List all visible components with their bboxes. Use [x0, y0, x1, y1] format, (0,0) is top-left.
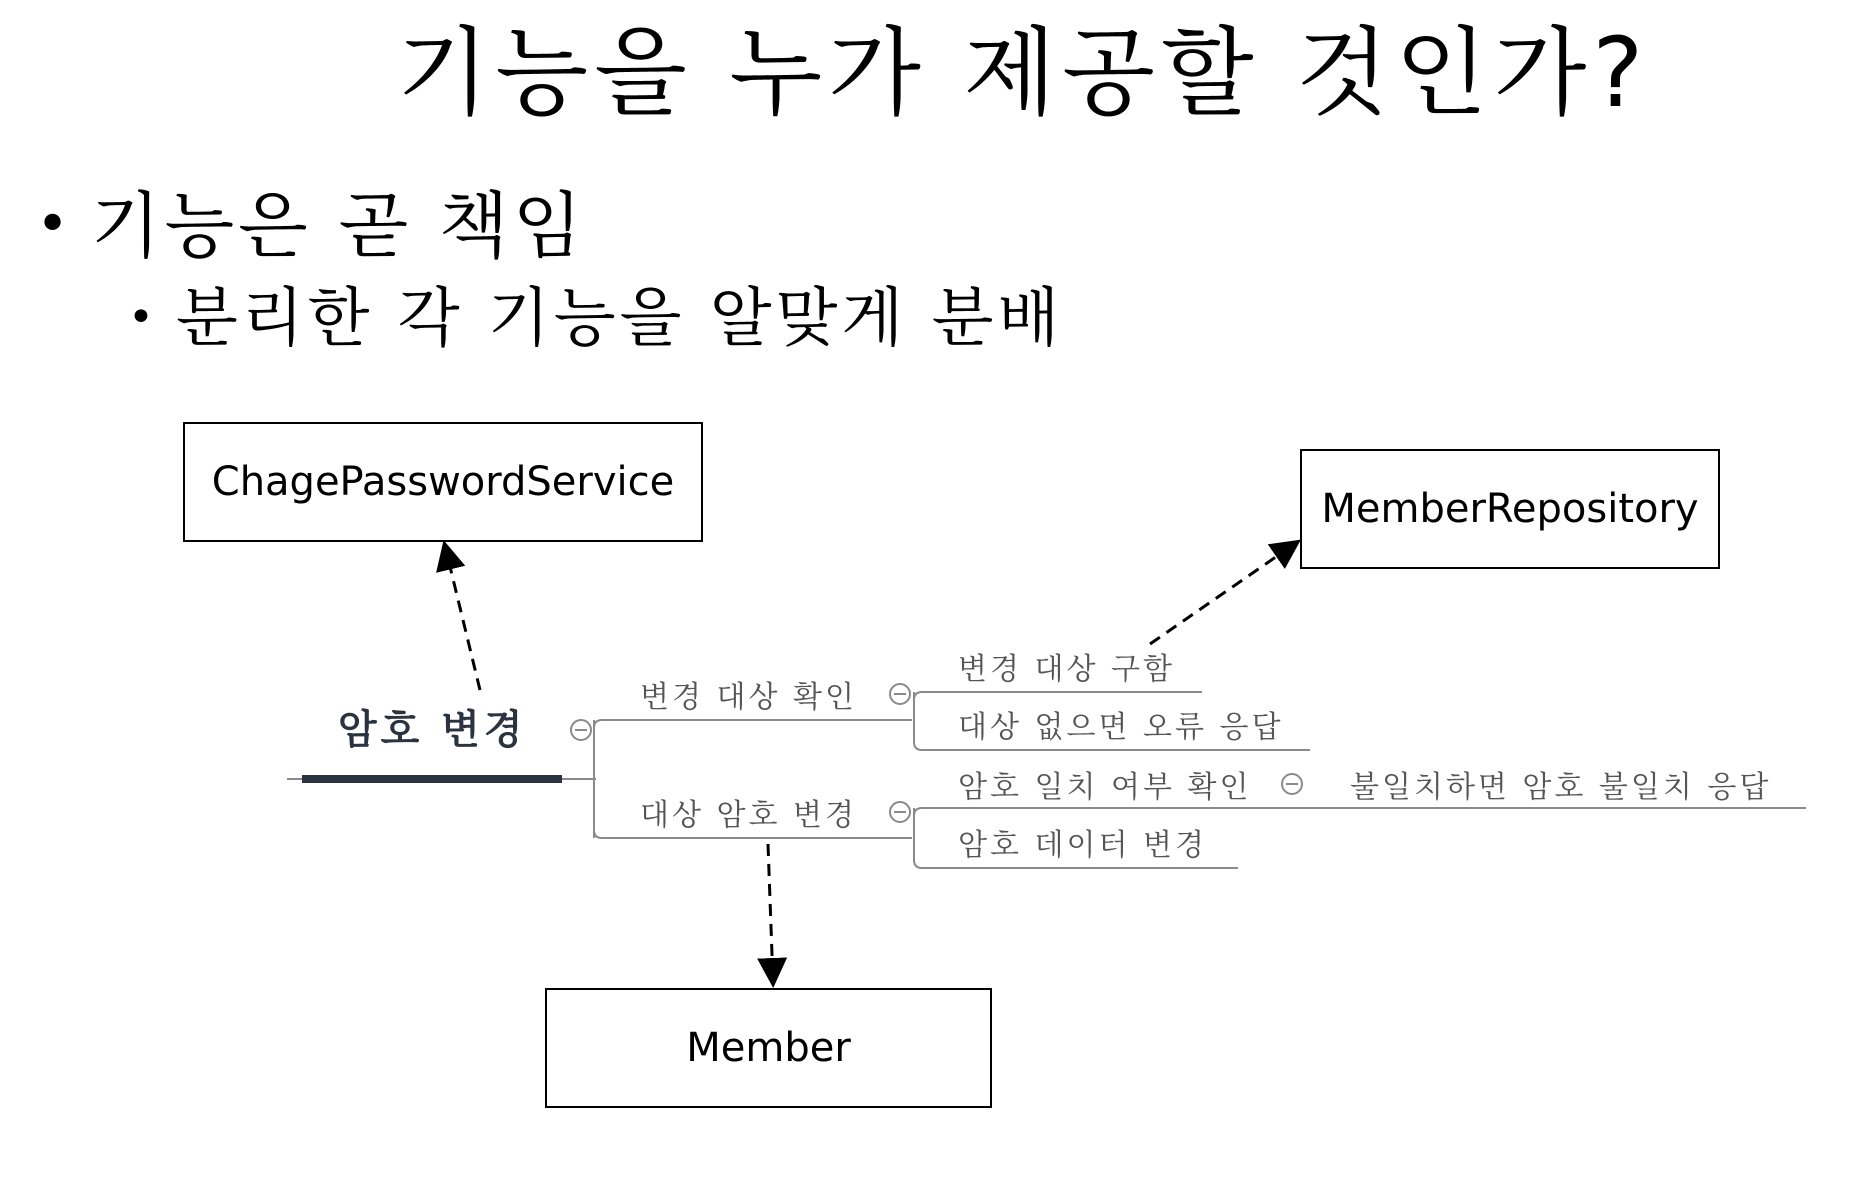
bullet-marker-1: •: [36, 192, 74, 257]
bullet-text-2: 분리한 각 기능을 알맞게 분배: [175, 282, 1064, 356]
b2-grandchild-label: 불일치하면 암호 불일치 응답: [1350, 770, 1772, 805]
b1-child1-line: [914, 692, 1202, 700]
bullet-text-1: 기능은 곧 책임: [91, 184, 587, 268]
arrow-to-service: [445, 546, 480, 690]
bullet-marker-2: •: [128, 292, 158, 343]
b2-child1-label: 암호 일치 여부 확인: [958, 770, 1252, 805]
branch1-label: 변경 대상 확인: [640, 680, 857, 715]
branch1-line: [594, 720, 912, 728]
member-label: Member: [686, 1025, 851, 1071]
change-password-service-label: ChagePasswordService: [211, 459, 675, 505]
b2-child1-line: [914, 808, 1270, 816]
b1-child2-label: 대상 없으면 오류 응답: [958, 710, 1284, 745]
slide-title: 기능을 누가 제공할 것인가?: [396, 17, 1650, 129]
change-password-service-box: [183, 422, 703, 542]
b2-child2-label: 암호 데이터 변경: [958, 828, 1207, 863]
member-repository-box: [1300, 449, 1720, 569]
member-box: [545, 988, 992, 1108]
member-repository-label: MemberRepository: [1321, 486, 1699, 532]
arrow-to-member: [768, 844, 773, 982]
mindmap-root: 암호 변경: [338, 707, 527, 753]
b1-child1-label: 변경 대상 구함: [958, 652, 1175, 687]
arrow-to-repository: [1150, 543, 1296, 644]
branch2-label: 대상 암호 변경: [640, 798, 857, 833]
